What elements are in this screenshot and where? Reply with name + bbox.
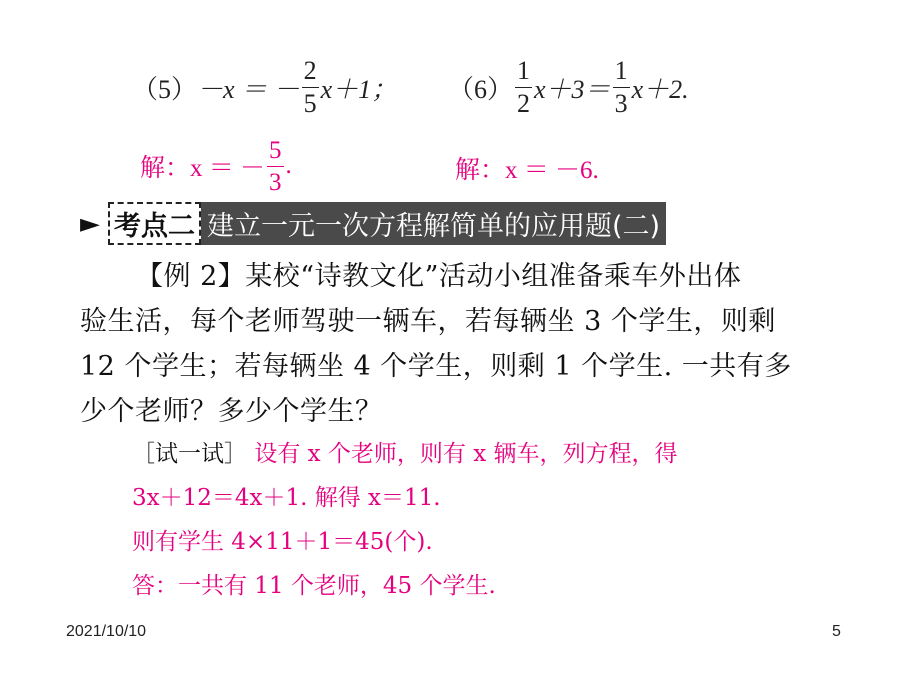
- equation-6-fraction-1-numerator: 1: [517, 55, 531, 85]
- kaodian-label: 考点二: [108, 202, 201, 245]
- equation-5-label: （5）: [132, 74, 198, 104]
- solution-5: [140, 134, 292, 198]
- equation-6-fraction-2: [613, 55, 630, 118]
- kaodian-title: 建立一元一次方程解简单的应用题(二): [201, 202, 666, 245]
- equation-6-rhs: x＋2.: [631, 74, 689, 104]
- trial-first-line: [132, 432, 852, 476]
- example-line: 验生活，每个老师驾驶一辆车，若每辆坐 3 个学生，则剩: [80, 306, 776, 337]
- equation-6-mid: x＋3＝: [534, 74, 611, 104]
- page-number: 5: [832, 623, 841, 640]
- triangle-arrow-icon: ►: [80, 208, 100, 239]
- solution-6: 解：x ＝ －6.: [455, 157, 599, 184]
- equation-5-fraction-numerator: 2: [303, 55, 317, 85]
- equation-5: [132, 52, 397, 122]
- equation-6-fraction-1: [515, 55, 532, 118]
- equation-5-fraction-denominator: 5: [303, 88, 317, 118]
- trial-line: 答：一共有 11 个老师，45 个学生.: [132, 573, 496, 599]
- trial-line: 则有学生 4×11＋1＝45(个).: [132, 529, 433, 555]
- trial-section: [132, 432, 852, 608]
- example-line: 12 个学生；若每辆坐 4 个学生，则剩 1 个学生. 一共有多: [80, 351, 792, 382]
- kaodian-heading: [80, 202, 666, 245]
- equation-5-lhs: －x ＝ －: [197, 74, 300, 104]
- example-line: 【例 2】某校“诗教文化”活动小组准备乘车外出体: [136, 261, 742, 292]
- footer-date: 2021/10/10: [66, 623, 147, 640]
- trial-label: ［试一试］: [132, 441, 247, 467]
- example-2-paragraph: [80, 254, 840, 434]
- solution-5-fraction: [267, 138, 284, 195]
- solution-5-prefix: 解：x ＝ －: [140, 155, 266, 182]
- equation-6-label: （6）: [448, 74, 514, 104]
- equation-6: [448, 52, 689, 122]
- example-line: 少个老师？多少个学生？: [80, 396, 383, 427]
- trial-line: 设有 x 个老师，则有 x 辆车，列方程，得: [254, 441, 678, 467]
- solution-5-fraction-denominator: 3: [267, 166, 284, 195]
- equation-5-rhs: x＋1；: [320, 74, 398, 104]
- equation-6-fraction-1-denominator: 2: [517, 88, 531, 118]
- solution-5-suffix: .: [285, 152, 292, 179]
- equation-6-fraction-2-denominator: 3: [614, 88, 628, 118]
- equation-5-fraction: [302, 55, 319, 118]
- equation-6-fraction-2-numerator: 1: [614, 55, 628, 85]
- trial-line: 3x＋12＝4x＋1. 解得 x＝11.: [132, 485, 441, 511]
- solution-5-fraction-numerator: 5: [269, 136, 282, 164]
